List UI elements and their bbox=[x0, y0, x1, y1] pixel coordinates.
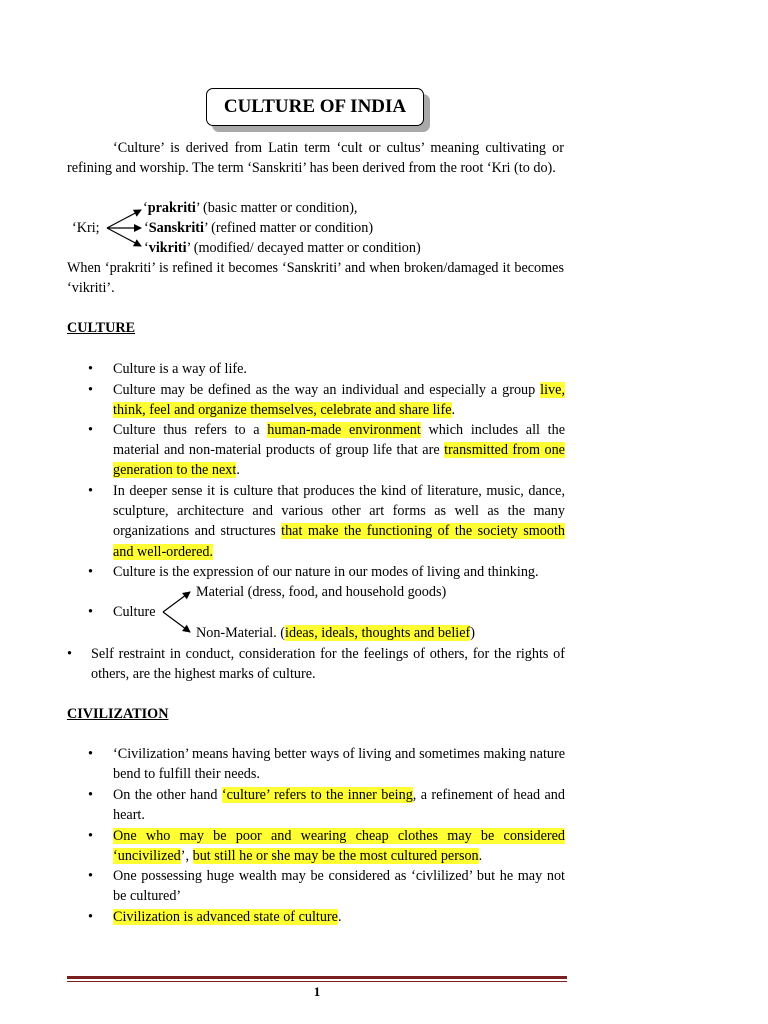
kri-arrow-prakriti bbox=[107, 210, 141, 228]
culture-bullet-7: Self restraint in conduct, consideration for the feelings of others, for the rights of others, are the highest marks of culture. bbox=[91, 646, 565, 683]
bullet-icon: • bbox=[88, 483, 93, 499]
bullet-icon: • bbox=[88, 746, 93, 762]
intro-paragraph-2: When ‘prakriti’ is refined it becomes ‘Sanskriti’ and when broken/damaged it becomes ‘vikriti’. bbox=[67, 260, 564, 296]
material-branch: Material (dress, food, and household goods) bbox=[196, 584, 447, 600]
bullet-icon: • bbox=[88, 604, 93, 620]
bullet-icon: • bbox=[88, 382, 93, 398]
culture-arrow-material bbox=[163, 592, 190, 612]
culture-bullet-3: Culture thus refers to a human-made environment which includes all the material and non-material products of group life that are transmitted from one generation to the next. bbox=[113, 422, 565, 479]
bullet-icon: • bbox=[88, 787, 93, 803]
page-number: 1 bbox=[313, 984, 321, 999]
bullet-icon: • bbox=[88, 909, 93, 925]
civilization-bullet-1: ‘Civilization’ means having better ways of living and sometimes making nature bend to fulfill their needs. bbox=[113, 746, 565, 783]
culture-branch-label: Culture bbox=[113, 604, 156, 620]
sanskriti-line: ‘Sanskriti’ (refined matter or condition) bbox=[144, 220, 374, 236]
culture-bullet-5: Culture is the expression of our nature in our modes of living and thinking. bbox=[113, 564, 539, 580]
culture-arrow-nonmaterial bbox=[163, 612, 190, 632]
kri-label: ‘Kri; bbox=[72, 220, 100, 236]
page-title: CULTURE OF INDIA bbox=[206, 88, 424, 126]
civilization-bullet-2: On the other hand ‘culture’ refers to the inner being, a refinement of head and heart. bbox=[113, 787, 565, 824]
footer-rule-thin bbox=[67, 981, 567, 982]
kri-arrow-vikriti bbox=[107, 228, 141, 246]
prakriti-line: ‘prakriti’ (basic matter or condition), bbox=[143, 200, 358, 216]
civilization-bullet-5: Civilization is advanced state of culture. bbox=[113, 909, 342, 925]
footer-rule bbox=[67, 976, 567, 979]
culture-bullet-1: Culture is a way of life. bbox=[113, 361, 247, 377]
vikriti-line: ‘vikriti’ (modified/ decayed matter or condition) bbox=[144, 240, 421, 256]
intro-paragraph: ‘Culture’ is derived from Latin term ‘cult or cultus’ meaning cultivating or refining and worship. The term ‘Sanskriti’ has been derived from the root ‘Kri (to do). bbox=[67, 140, 564, 176]
bullet-icon: • bbox=[88, 868, 93, 884]
nonmaterial-branch: Non-Material. (ideas, ideals, thoughts and belief) bbox=[196, 625, 475, 641]
civilization-heading: CIVILIZATION bbox=[67, 706, 169, 722]
bullet-icon: • bbox=[88, 422, 93, 438]
civilization-bullet-3: One who may be poor and wearing cheap clothes may be considered ‘uncivilized’, but still he or she may be the most cultured person. bbox=[113, 828, 565, 865]
bullet-icon: • bbox=[88, 361, 93, 377]
bullet-icon: • bbox=[88, 828, 93, 844]
civilization-bullet-4: One possessing huge wealth may be considered as ‘civlilized’ but he may not be cultured’ bbox=[113, 868, 565, 905]
culture-bullet-2: Culture may be defined as the way an individual and especially a group live, think, feel and organize themselves, celebrate and share life. bbox=[113, 382, 565, 419]
culture-heading: CULTURE bbox=[67, 320, 136, 336]
culture-bullet-4: In deeper sense it is culture that produces the kind of literature, music, dance, sculpture, architecture and various other art forms as well as the many organizations and structures that make the functioning of the society smooth and well-ordered. bbox=[113, 483, 566, 560]
bullet-icon: • bbox=[88, 564, 93, 580]
bullet-icon: • bbox=[67, 646, 72, 662]
